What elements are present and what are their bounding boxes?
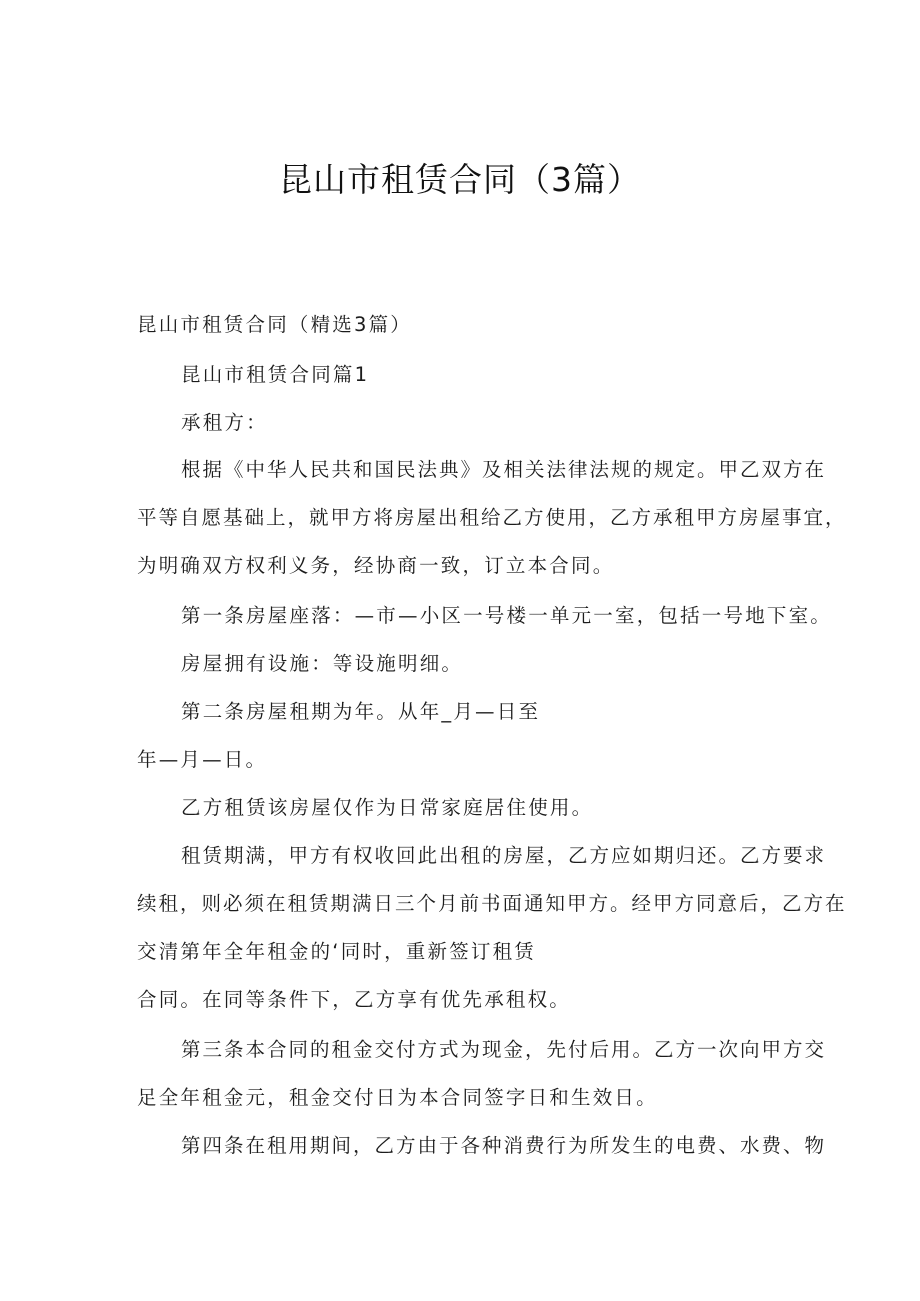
paragraph-line: 租赁期满，甲方有权收回此出租的房屋，乙方应如期归还。乙方要求 bbox=[181, 844, 827, 867]
paragraph-line: 续租，则必须在租赁期满日三个月前书面通知甲方。经甲方同意后，乙方在 bbox=[137, 892, 847, 915]
document-subtitle: 昆山市租赁合同（精选3篇） bbox=[137, 313, 413, 336]
document-title: 昆山市租赁合同（3篇） bbox=[279, 160, 641, 199]
clause-line: 年—月—日。 bbox=[137, 748, 268, 771]
lessee-label: 承租方： bbox=[181, 411, 268, 434]
section-heading: 昆山市租赁合同篇1 bbox=[181, 363, 370, 386]
paragraph-line: 平等自愿基础上，就甲方将房屋出租给乙方使用，乙方承租甲方房屋事宜， bbox=[137, 506, 847, 529]
paragraph-line: 第三条本合同的租金交付方式为现金，先付后用。乙方一次向甲方交 bbox=[181, 1038, 827, 1061]
clause-line: 第二条房屋租期为年。从年_月—日至 bbox=[181, 700, 541, 723]
paragraph-line: 为明确双方权利义务，经协商一致，订立本合同。 bbox=[137, 554, 615, 577]
clause-line: 乙方租赁该房屋仅作为日常家庭居住使用。 bbox=[181, 796, 594, 819]
paragraph-line: 第四条在租用期间，乙方由于各种消费行为所发生的电费、水费、物 bbox=[181, 1134, 827, 1157]
paragraph-line: 合同。在同等条件下，乙方享有优先承租权。 bbox=[137, 988, 572, 1011]
clause-line: 第一条房屋座落：—市—小区一号楼一单元一室，包括一号地下室。 bbox=[181, 604, 833, 627]
paragraph-line: 足全年租金元，租金交付日为本合同签字日和生效日。 bbox=[137, 1086, 658, 1109]
clause-line: 房屋拥有设施：等设施明细。 bbox=[181, 652, 464, 675]
paragraph-line: 交清第年全年租金的‘同时，重新签订租赁 bbox=[137, 940, 536, 963]
paragraph-line: 根据《中华人民共和国民法典》及相关法律法规的规定。甲乙双方在 bbox=[181, 458, 827, 481]
